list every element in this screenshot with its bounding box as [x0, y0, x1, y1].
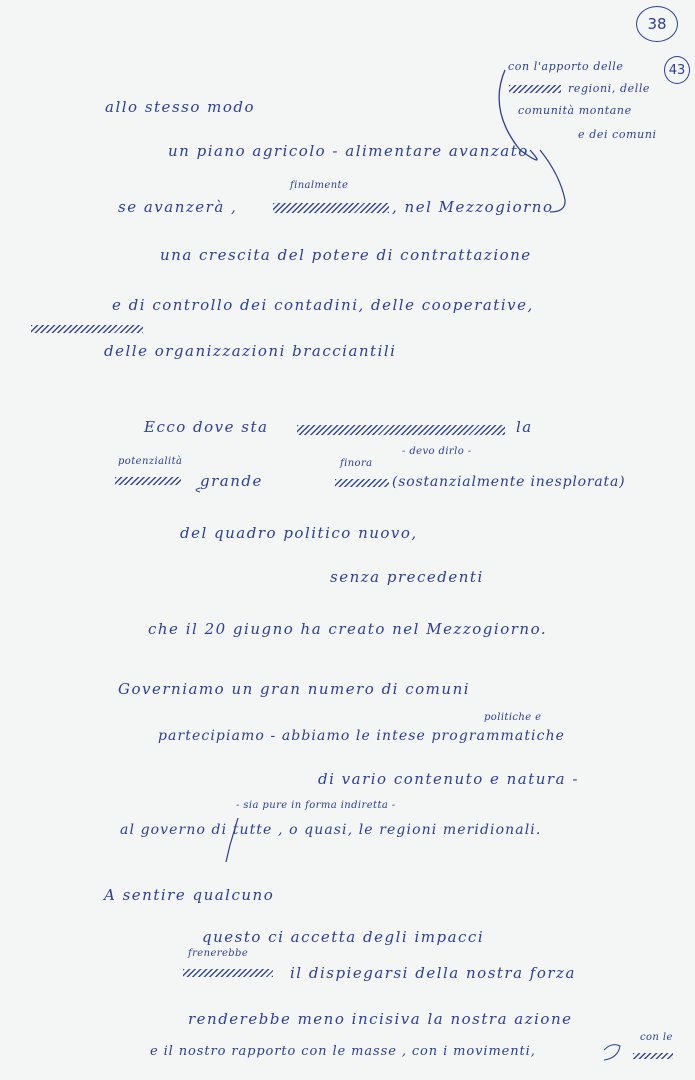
margin-note-line-3: comunità montane	[518, 104, 632, 117]
insertion-con-le: con le	[640, 1032, 673, 1043]
insertion-politiche: politiche e	[484, 712, 542, 723]
insertion-potenzialita: potenzialità	[118, 456, 183, 467]
text-line-21: e il nostro rapporto con le masse , con i movimenti,	[150, 1044, 536, 1059]
margin-note-line-2: regioni, delle	[568, 82, 651, 95]
text-line-4: una crescita del potere di contrattazione	[160, 246, 532, 264]
margin-note-line-1: con l'apporto delle	[508, 60, 624, 73]
text-line-1: allo stesso modo	[105, 98, 256, 116]
insertion-devo-dirlo: - devo dirlo -	[402, 446, 472, 457]
text-line-19: il dispiegarsi della nostra forza	[290, 964, 576, 982]
text-line-10: senza precedenti	[330, 568, 484, 586]
text-line-14: di vario contenuto e natura -	[318, 770, 579, 788]
insertion-frenerebbe: frenerebbe	[188, 948, 249, 959]
insertion-forma-indiretta: - sia pure in forma indiretta -	[236, 800, 396, 811]
margin-note-line-4: e dei comuni	[578, 128, 657, 141]
page-number-primary: 38	[636, 6, 678, 42]
text-line-8b: (sostanzialmente inesplorata)	[392, 474, 626, 490]
text-line-18: questo ci accetta degli impacci	[202, 928, 485, 946]
insertion-finalmente: finalmente	[290, 180, 349, 191]
insertion-finora: finora	[340, 458, 373, 469]
text-line-7a: Ecco dove sta	[144, 418, 269, 436]
text-line-6: delle organizzazioni bracciantili	[104, 342, 397, 360]
text-line-8a: grande	[200, 472, 263, 490]
text-line-9: del quadro politico nuovo,	[180, 524, 418, 542]
text-line-3b: , nel Mezzogiorno	[392, 198, 554, 216]
struck-word	[512, 82, 558, 96]
text-line-11: che il 20 giugno ha creato nel Mezzogiorno.	[148, 620, 548, 638]
text-line-12: Governiamo un gran numero di comuni	[118, 680, 471, 698]
struck-word	[338, 476, 386, 490]
text-line-5: e di controllo dei contadini, delle cooperative,	[112, 296, 534, 314]
struck-word	[300, 422, 502, 438]
text-line-16: al governo di tutte , o quasi, le regioni meridionali.	[120, 822, 542, 838]
text-line-13: partecipiamo - abbiamo le intese programmatiche	[158, 728, 566, 744]
page-number-secondary: 43	[664, 56, 690, 84]
text-line-17: A sentire qualcuno	[104, 886, 275, 904]
text-line-7b: la	[516, 418, 533, 436]
struck-word	[34, 322, 140, 336]
text-line-20: renderebbe meno incisiva la nostra azione	[188, 1010, 573, 1028]
text-line-3a: se avanzerà ,	[118, 198, 238, 216]
struck-word	[118, 474, 178, 488]
struck-word	[276, 200, 386, 216]
struck-word	[186, 966, 270, 980]
text-line-2: un piano agricolo - alimentare avanzato	[168, 142, 529, 160]
struck-word	[636, 1050, 670, 1062]
